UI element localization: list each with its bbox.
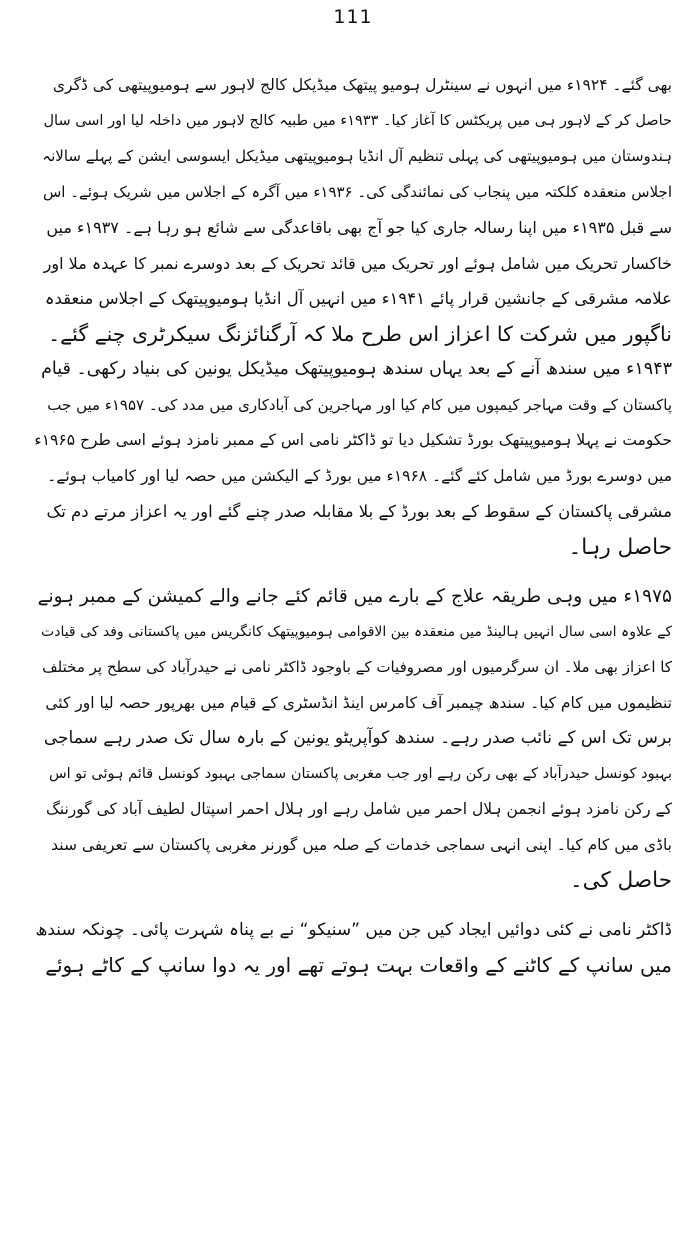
text-line: باڈی میں کام کیا۔ اپنی انہی سماجی خدمات کے صلہ میں گورنر مغربی پاکستان سے تعریفی سند bbox=[51, 835, 672, 854]
text-line: کا اعزاز بھی ملا۔ ان سرگرمیوں اور مصروفیات کے باوجود ڈاکٹر نامی نے حیدرآباد کی سطح پر مختلف bbox=[42, 658, 672, 676]
text-line: حاصل کی۔ bbox=[570, 868, 672, 893]
text-line: حاصل رہا۔ bbox=[568, 534, 672, 560]
text-line: حکومت نے پہلا ہومیوپیتھک بورڈ تشکیل دیا تو ڈاکٹر نامی اس کے ممبر نامزد ہوئے اسی طرح ۱۹۶۵ء bbox=[34, 431, 672, 449]
text-line: ۱۹۷۵ء میں وہی طریقہ علاج کے بارے میں قائم کئے جانے والے کمیشن کے ممبر ہونے bbox=[37, 586, 672, 607]
paragraph-2 bbox=[34, 352, 672, 565]
text-line: ۱۹۴۳ء میں سندھ آنے کے بعد یہاں سندھ ہومیوپیتھک میڈیکل یونین کی بنیاد رکھی۔ قیام bbox=[41, 359, 672, 379]
text-line: تنظیموں میں کام کیا۔ سندھ چیمبر آف کامرس اینڈ انڈسٹری کے قیام میں بھرپور حصہ لیا اور کئی bbox=[45, 693, 672, 712]
text-line: کے علاوہ اسی سال انہیں ہالینڈ میں منعقدہ بین الاقوامی ہومیوپیتھک کانگریس میں پاکستانی وفد کی قیادت bbox=[41, 623, 672, 640]
text-line: پاکستان کے وقت مہاجر کیمپوں میں کام کیا اور مہاجرین کی آبادکاری میں مدد کی۔ ۱۹۵۷ء میں جب bbox=[47, 395, 672, 414]
text-line: علامہ مشرقی کے جانشین قرار پائے ۱۹۴۱ء میں انہیں آل انڈیا ہومیوپیتھک کے اجلاس منعقدہ bbox=[44, 289, 672, 308]
text-line: کے رکن نامزد ہوئے انجمن ہلال احمر میں شامل رہے اور ہلال احمر اسپتال لطیف آباد کی گورننگ bbox=[45, 800, 672, 818]
text-line: برس تک اس کے نائب صدر رہے۔ سندھ کوآپریٹو یونین کے بارہ سال تک صدر رہے سماجی bbox=[43, 728, 672, 748]
body-text bbox=[34, 68, 672, 984]
text-line: ناگپور میں شرکت کا اعزاز اس طرح ملا کہ آرگنائزنگ سیکرٹری چنے گئے۔ bbox=[48, 321, 672, 346]
paragraph-spacer bbox=[34, 565, 672, 579]
text-line: ہندوستان میں ہومیوپیتھی کی پہلی تنظیم آل انڈیا ہومیوپیتھی میڈیکل ایسوسی ایشن کے پہلے سالانہ bbox=[42, 147, 672, 165]
text-line: میں دوسرے بورڈ میں شامل کئے گئے۔ ۱۹۶۸ء میں بورڈ کے الیکشن میں حصہ لیا اور کامیاب ہوئے۔ bbox=[47, 466, 672, 485]
text-line: میں سانپ کے کاٹنے کے واقعات بہت ہوتے تھے اور یہ دوا سانپ کے کاٹے ہوئے bbox=[45, 953, 672, 977]
page-number: 111 bbox=[333, 6, 373, 28]
text-line: بھی گئے۔ ۱۹۲۴ء میں انہوں نے سینٹرل ہومیو پیتھک میڈیکل کالج لاہور سے ہومیوپیتھی کی ڈگری bbox=[52, 76, 672, 94]
paragraph-spacer bbox=[34, 899, 672, 913]
paragraph-1 bbox=[34, 68, 672, 352]
text-line: ڈاکٹر نامی نے کئی دوائیں ایجاد کیں جن میں ”سنیکو“ نے بے پناہ شہرت پائی۔ چونکہ سندھ bbox=[35, 919, 672, 940]
text-line: اجلاس منعقدہ کلکتہ میں پنجاب کی نمائندگی کی۔ ۱۹۳۶ء میں آگرہ کے اجلاس میں شریک ہوئے۔ اس bbox=[43, 182, 672, 201]
text-line: خاکسار تحریک میں شامل ہوئے اور تحریک میں قائد تحریک کے بعد دوسرے نمبر کا عہدہ ملا اور bbox=[43, 253, 672, 273]
paragraph-4 bbox=[34, 913, 672, 984]
text-line: سے قبل ۱۹۳۵ء میں اپنا رسالہ جاری کیا جو آج بھی باقاعدگی سے شائع ہو رہا ہے۔ ۱۹۳۷ء میں bbox=[46, 218, 672, 237]
text-line: حاصل کر کے لاہور ہی میں پریکٹس کا آغاز کیا۔ ۱۹۳۳ء میں طبیہ کالج لاہور میں داخلہ لیا اور اسی سال bbox=[43, 112, 672, 129]
text-line: مشرقی پاکستان کے سقوط کے بعد بورڈ کے بلا مقابلہ صدر چنے گئے اور یہ اعزاز مرتے دم تک bbox=[46, 502, 672, 521]
paragraph-3 bbox=[34, 579, 672, 899]
text-line: بہبود کونسل حیدرآباد کے بھی رکن رہے اور جب مغربی پاکستان سماجی بہبود کونسل قائم ہوئی تو اس bbox=[48, 765, 672, 782]
